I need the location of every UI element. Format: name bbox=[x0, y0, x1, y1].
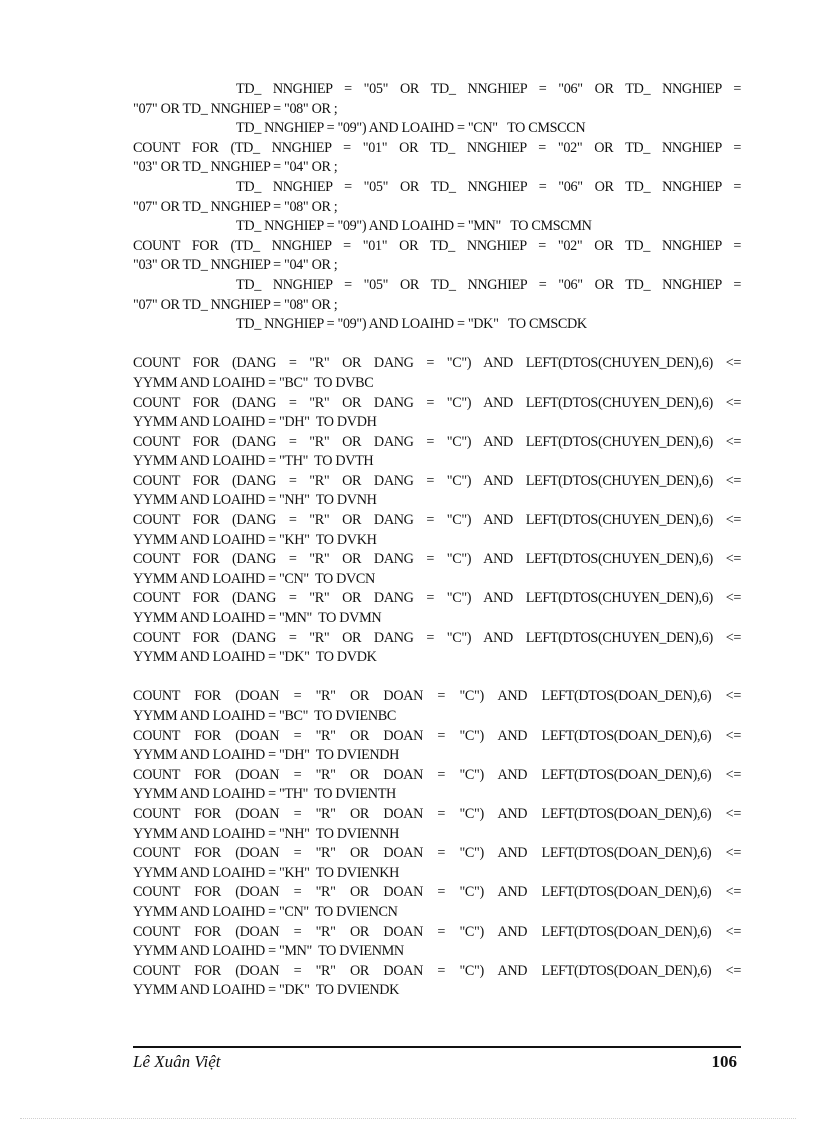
code-line: YYMM AND LOAIHD = "BC" TO DVBC bbox=[133, 374, 374, 391]
page-bottom-border bbox=[20, 1118, 796, 1119]
code-line: COUNT FOR (TD_ NNGHIEP = "01" OR TD_ NNGHIEP = "02" OR TD_ NNGHIEP = bbox=[133, 237, 741, 254]
code-line: COUNT FOR (DOAN = "R" OR DOAN = "C") AND LEFT(DTOS(DOAN_DEN),6) <= bbox=[133, 884, 741, 901]
code-line: YYMM AND LOAIHD = "NH" TO DVNH bbox=[133, 492, 377, 509]
code-line: COUNT FOR (DANG = "R" OR DANG = "C") AND LEFT(DTOS(CHUYEN_DEN),6) <= bbox=[133, 433, 741, 450]
code-line: "03" OR TD_ NNGHIEP = "04" OR ; bbox=[133, 159, 338, 176]
code-line: TD_ NNGHIEP = "05" OR TD_ NNGHIEP = "06" OR TD_ NNGHIEP = bbox=[236, 178, 741, 195]
code-line: YYMM AND LOAIHD = "DH" TO DVDH bbox=[133, 414, 377, 431]
footer-divider bbox=[133, 1046, 741, 1048]
code-line: COUNT FOR (DANG = "R" OR DANG = "C") AND LEFT(DTOS(CHUYEN_DEN),6) <= bbox=[133, 355, 741, 372]
code-line: YYMM AND LOAIHD = "KH" TO DVIENKH bbox=[133, 864, 400, 881]
code-listing bbox=[133, 80, 741, 1001]
code-line: YYMM AND LOAIHD = "MN" TO DVIENMN bbox=[133, 943, 404, 960]
blank-line bbox=[133, 335, 741, 355]
code-line: COUNT FOR (DOAN = "R" OR DOAN = "C") AND LEFT(DTOS(DOAN_DEN),6) <= bbox=[133, 805, 741, 822]
code-line: YYMM AND LOAIHD = "MN" TO DVMN bbox=[133, 610, 382, 627]
code-line: COUNT FOR (DOAN = "R" OR DOAN = "C") AND LEFT(DTOS(DOAN_DEN),6) <= bbox=[133, 766, 741, 783]
code-line: YYMM AND LOAIHD = "CN" TO DVCN bbox=[133, 570, 375, 587]
code-line: TD_ NNGHIEP = "09") AND LOAIHD = "CN" TO CMSCCN bbox=[236, 120, 586, 137]
code-line: COUNT FOR (DANG = "R" OR DANG = "C") AND LEFT(DTOS(CHUYEN_DEN),6) <= bbox=[133, 472, 741, 489]
code-line: "07" OR TD_ NNGHIEP = "08" OR ; bbox=[133, 100, 338, 117]
code-line: YYMM AND LOAIHD = "TH" TO DVIENTH bbox=[133, 786, 396, 803]
code-line: COUNT FOR (DOAN = "R" OR DOAN = "C") AND LEFT(DTOS(DOAN_DEN),6) <= bbox=[133, 727, 741, 744]
footer-author: Lê Xuân Việt bbox=[133, 1052, 221, 1071]
code-line: YYMM AND LOAIHD = "CN" TO DVIENCN bbox=[133, 903, 398, 920]
blank-line bbox=[133, 668, 741, 688]
code-line: COUNT FOR (DOAN = "R" OR DOAN = "C") AND LEFT(DTOS(DOAN_DEN),6) <= bbox=[133, 845, 741, 862]
code-line: TD_ NNGHIEP = "05" OR TD_ NNGHIEP = "06" OR TD_ NNGHIEP = bbox=[236, 81, 741, 97]
code-line: TD_ NNGHIEP = "09") AND LOAIHD = "DK" TO CMSCDK bbox=[236, 316, 587, 333]
page-number: 106 bbox=[711, 1052, 737, 1071]
code-line: COUNT FOR (DANG = "R" OR DANG = "C") AND LEFT(DTOS(CHUYEN_DEN),6) <= bbox=[133, 590, 741, 607]
code-line: COUNT FOR (DOAN = "R" OR DOAN = "C") AND LEFT(DTOS(DOAN_DEN),6) <= bbox=[133, 688, 741, 705]
code-line: COUNT FOR (DANG = "R" OR DANG = "C") AND LEFT(DTOS(CHUYEN_DEN),6) <= bbox=[133, 551, 741, 568]
code-line: COUNT FOR (DANG = "R" OR DANG = "C") AND LEFT(DTOS(CHUYEN_DEN),6) <= bbox=[133, 512, 741, 529]
code-line: YYMM AND LOAIHD = "NH" TO DVIENNH bbox=[133, 825, 400, 842]
code-line: TD_ NNGHIEP = "05" OR TD_ NNGHIEP = "06" OR TD_ NNGHIEP = bbox=[236, 276, 741, 293]
code-line: COUNT FOR (DOAN = "R" OR DOAN = "C") AND LEFT(DTOS(DOAN_DEN),6) <= bbox=[133, 962, 741, 979]
code-line: COUNT FOR (TD_ NNGHIEP = "01" OR TD_ NNGHIEP = "02" OR TD_ NNGHIEP = bbox=[133, 139, 741, 156]
code-line: "03" OR TD_ NNGHIEP = "04" OR ; bbox=[133, 257, 338, 274]
code-line: YYMM AND LOAIHD = "KH" TO DVKH bbox=[133, 531, 377, 548]
code-line: COUNT FOR (DANG = "R" OR DANG = "C") AND LEFT(DTOS(CHUYEN_DEN),6) <= bbox=[133, 394, 741, 411]
code-line: YYMM AND LOAIHD = "DH" TO DVIENDH bbox=[133, 747, 400, 764]
code-line: YYMM AND LOAIHD = "DK" TO DVIENDK bbox=[133, 982, 400, 999]
code-line: YYMM AND LOAIHD = "TH" TO DVTH bbox=[133, 453, 374, 470]
code-line: YYMM AND LOAIHD = "DK" TO DVDK bbox=[133, 649, 377, 666]
code-line: "07" OR TD_ NNGHIEP = "08" OR ; bbox=[133, 198, 338, 215]
code-line: TD_ NNGHIEP = "09") AND LOAIHD = "MN" TO CMSCMN bbox=[236, 218, 592, 235]
code-line: COUNT FOR (DANG = "R" OR DANG = "C") AND LEFT(DTOS(CHUYEN_DEN),6) <= bbox=[133, 629, 741, 646]
code-line: COUNT FOR (DOAN = "R" OR DOAN = "C") AND LEFT(DTOS(DOAN_DEN),6) <= bbox=[133, 923, 741, 940]
code-line: "07" OR TD_ NNGHIEP = "08" OR ; bbox=[133, 296, 338, 313]
code-line: YYMM AND LOAIHD = "BC" TO DVIENBC bbox=[133, 708, 396, 724]
